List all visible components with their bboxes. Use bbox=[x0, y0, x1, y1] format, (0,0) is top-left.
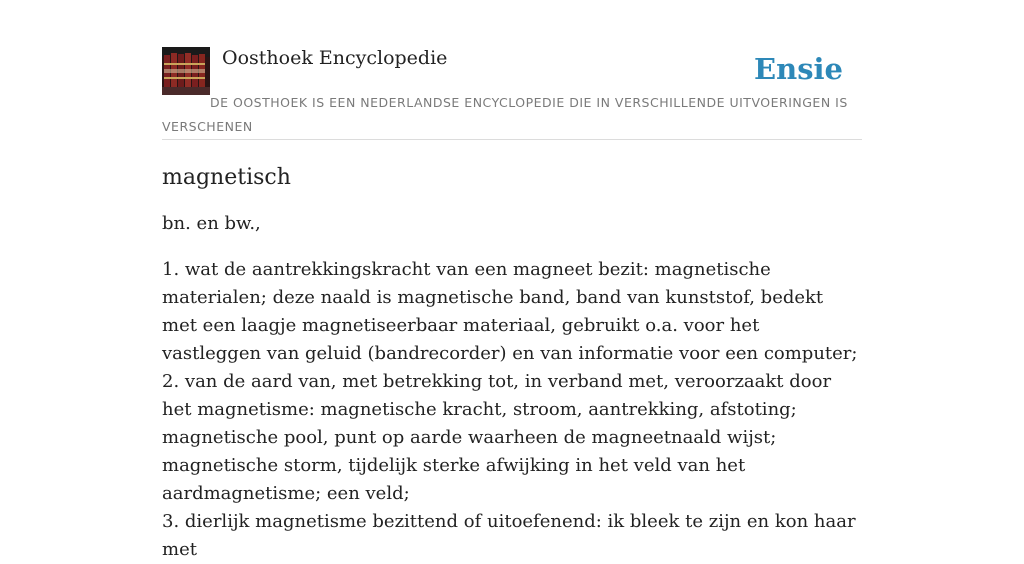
book-spines-icon bbox=[162, 47, 210, 95]
site-header bbox=[162, 46, 862, 140]
site-tagline: DE OOSTHOEK IS EEN NEDERLANDSE ENCYCLOPEDIE DIE IN VERSCHILLENDE UITVOERINGEN IS VERSCHENEN bbox=[162, 95, 848, 134]
definition-item: 2. van de aard van, met betrekking tot, in verband met, veroorzaakt door het magnetisme: magnetische kracht, stroom, aantrekking, afstoting; magnetische pool, punt op aarde waarheen de magneetnaald wijst; magnetische storm, tijdelijk sterke afwijking in het veld van het aardmagnetisme; een veld; bbox=[162, 371, 832, 504]
site-name[interactable]: Oosthoek Encyclopedie bbox=[222, 47, 448, 69]
book-spines-avatar[interactable] bbox=[162, 47, 210, 95]
entry-term: magnetisch bbox=[162, 165, 291, 190]
definition-item: 1. wat de aantrekkingskracht van een magneet bezit: magnetische materialen; deze naald is magnetische band, band van kunststof, bedekt met een laagje magnetiseerbaar materiaal, gebruikt o.a. voor het vastleggen van geluid (bandrecorder) en van informatie voor een computer; bbox=[162, 259, 858, 364]
part-of-speech: bn. en bw., bbox=[162, 213, 261, 234]
brand-logo[interactable]: Ensie bbox=[754, 52, 843, 86]
definition-list bbox=[162, 256, 862, 564]
entry-content bbox=[162, 160, 862, 564]
definition-item: 3. dierlijk magnetisme bezittend of uitoefenend: ik bleek te zijn en kon haar met bbox=[162, 511, 856, 560]
